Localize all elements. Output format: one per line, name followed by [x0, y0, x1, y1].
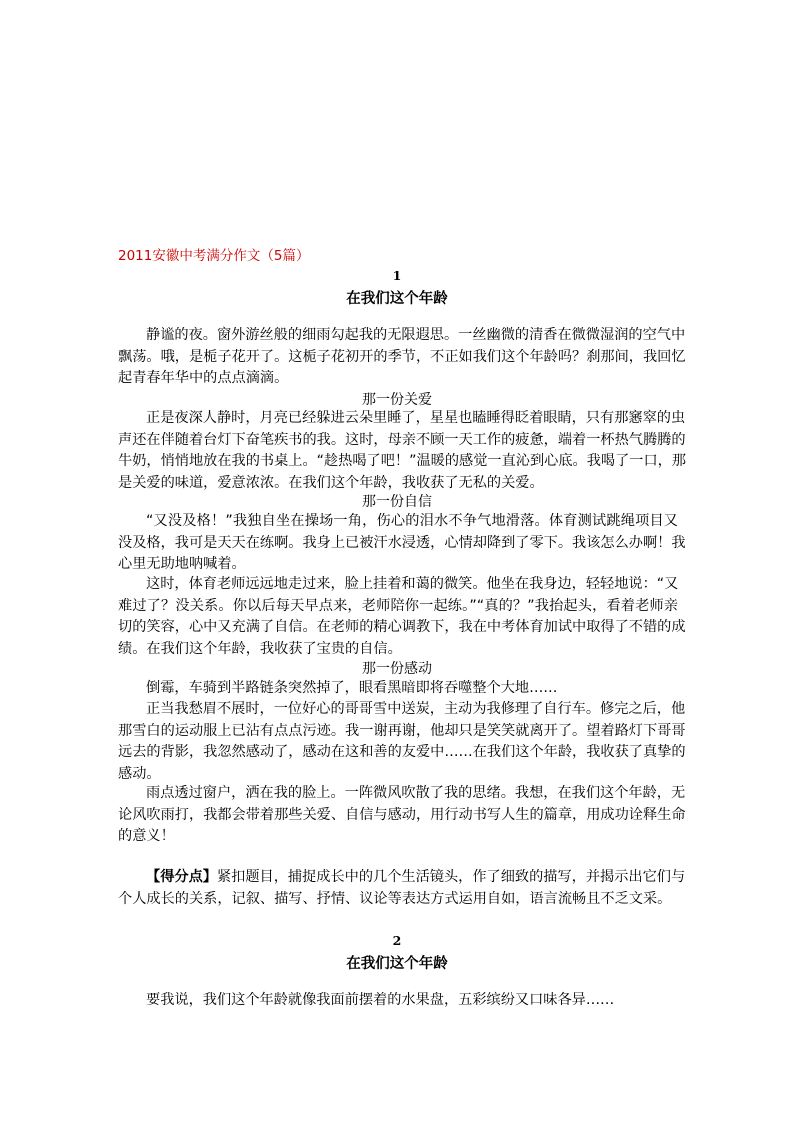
section1-body	[118, 408, 687, 494]
paragraph-line: 心里无助地呐喊着。	[118, 556, 246, 573]
essay1-intro	[118, 325, 686, 390]
paragraph-line	[118, 867, 686, 889]
section-title: 那一份关爱	[362, 392, 432, 408]
essay-number: 1	[392, 268, 402, 283]
paragraph-line: 雨点透过窗户，洒在我的脸上。一阵微风吹散了我的思绪。我想，在我们这个年龄，无	[146, 785, 686, 801]
paragraph-line: 倒霉，车骑到半路链条突然掉了，眼看黑暗即将吞噬整个大地……	[146, 680, 558, 696]
section-title: 那一份自信	[362, 494, 432, 510]
paragraph-line: 远去的背影，我忽然感动了，感动在这和善的友爱中……在我们这个年龄，我收获了真挚的	[118, 744, 686, 761]
paragraph-line: 绩。在我们这个年龄，我收获了宝贵的自信。	[118, 640, 402, 657]
document-title: 2011安徽中考满分作文（5篇）	[118, 248, 310, 264]
paragraph-line: “又没及格！”我独自坐在操场一角，伤心的泪水不争气地滑落。体育测试跳绳项目又	[146, 513, 678, 529]
section3-body-a	[118, 678, 678, 700]
paragraph-line: 个人成长的关系，记叙、描写、抒情、议论等表达方式运用自如，语言流畅且不乏文采。	[118, 890, 672, 907]
paragraph-line: 没及格，我可是天天在练啊。我身上已被汗水浸透，心情却降到了零下。我该怎么办啊！我	[118, 534, 686, 551]
essay-heading: 在我们这个年龄	[346, 956, 448, 972]
section3-body-b	[118, 699, 686, 785]
paragraph-line: 感动。	[118, 765, 161, 782]
paragraph-line: 这时，体育老师远远地走过来，脸上挂着和蔼的微笑。他坐在我身边，轻轻地说：“又	[146, 576, 679, 592]
score-label: 【得分点】	[146, 869, 217, 885]
paragraph-line: 飘荡。哦，是栀子花开了。这栀子花初开的季节，不正如我们这个年龄吗？刹那间，我回忆	[118, 348, 686, 365]
paragraph-line: 牛奶，悄悄地放在我的书桌上。“趁热喝了吧！”温暖的感觉一直沁到心底。我喝了一口，那	[118, 453, 687, 470]
paragraph-line: 那雪白的运动服上已沾有点点污迹。我一谢再谢，他却只是笑笑就离开了。望着路灯下哥哥	[118, 722, 686, 739]
paragraph-line: 论风吹雨打，我都会带着那些关爱、自信与感动，用行动书写人生的篇章，用成功诠释生命	[118, 806, 686, 823]
paragraph-line: 正当我愁眉不展时，一位好心的哥哥雪中送炭，主动为我修理了自行车。修完之后，他	[146, 701, 686, 717]
paragraph-line: 切的笑容，心中又充满了自信。在老师的精心调教下，我在中考体育加试中取得了不错的成	[118, 619, 686, 636]
paragraph-line: 正是夜深人静时，月亮已经躲进云朵里睡了，星星也瞌睡得眨着眼睛，只有那窸窣的虫	[146, 410, 686, 426]
score-text: 紧扣题目，捕捉成长中的几个生活镜头，作了细致的描写，并揭示出它们与	[216, 869, 686, 885]
paragraph-line: 要我说，我们这个年龄就像我面前摆着的水果盘，五彩缤纷又口味各异……	[146, 992, 615, 1008]
score-comment	[118, 867, 686, 910]
essay-heading: 在我们这个年龄	[346, 291, 448, 307]
section-title: 那一份感动	[362, 661, 432, 677]
paragraph-line: 是关爱的味道，爱意浓浓。在我们这个年龄，我收获了无私的关爱。	[118, 474, 544, 491]
paragraph-line: 声还在伴随着台灯下奋笔疾书的我。这时，母亲不顾一天工作的疲惫，端着一杯热气腾腾的	[118, 431, 686, 448]
paragraph-line: 难过了？没关系。你以后每天早点来，老师陪你一起练。”“真的？”我抬起头，看着老师亲	[118, 597, 678, 614]
paragraph-line: 起青春年华中的点点滴滴。	[118, 370, 289, 387]
essay-number: 2	[392, 933, 402, 948]
closing-paragraph	[118, 783, 686, 848]
section2-body-a	[118, 511, 686, 576]
section2-body-b	[118, 574, 686, 660]
essay2-intro	[118, 990, 678, 1012]
paragraph-line: 的意义！	[118, 828, 175, 845]
paragraph-line: 静谧的夜。窗外游丝般的细雨勾起我的无限遐思。一丝幽微的清香在微微湿润的空气中	[146, 327, 686, 343]
